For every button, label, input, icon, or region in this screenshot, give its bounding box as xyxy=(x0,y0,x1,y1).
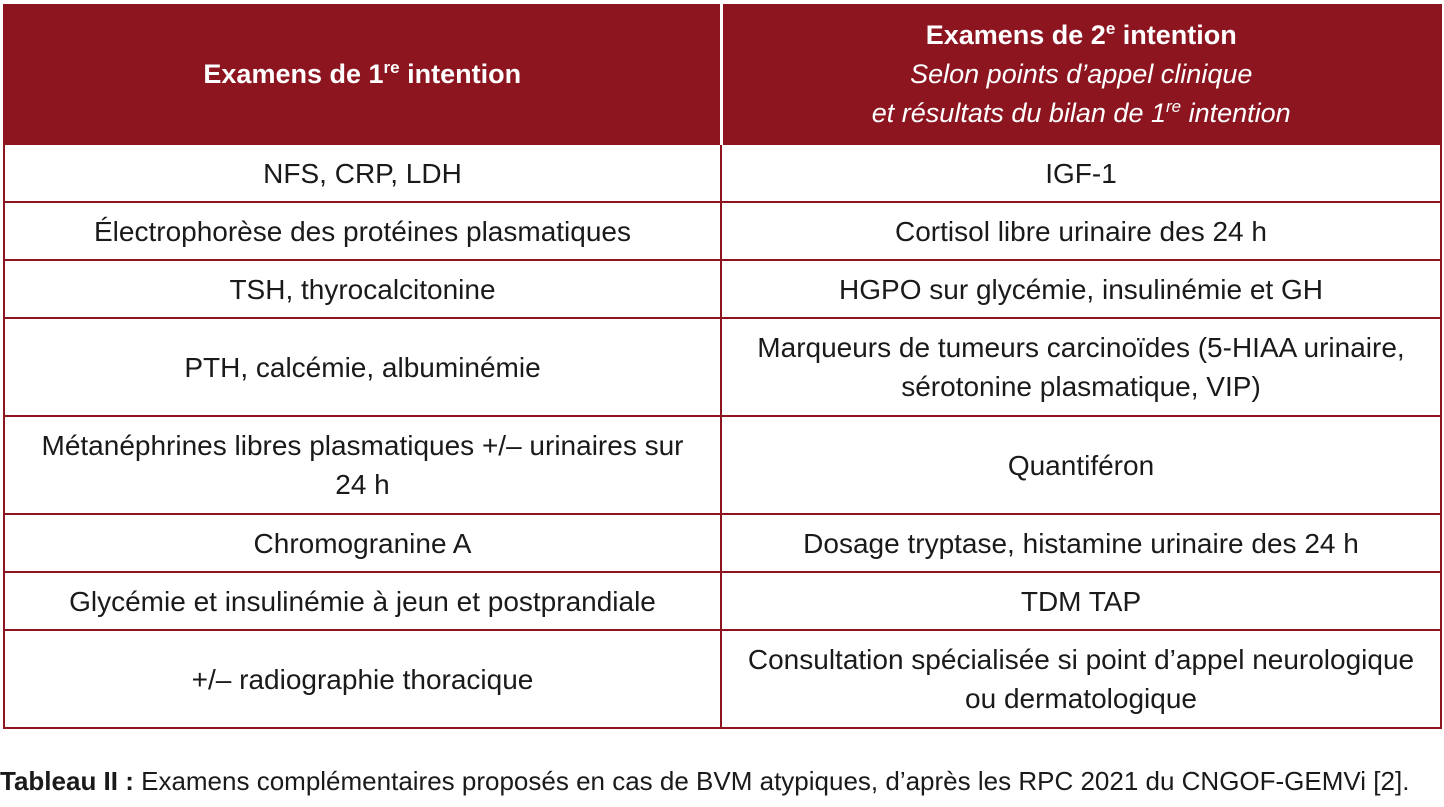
table-row xyxy=(4,514,1441,572)
table-row xyxy=(4,144,1441,202)
first-line-cell: Électrophorèse des protéines plasmatiques xyxy=(4,202,721,260)
table-row xyxy=(4,260,1441,318)
second-line-cell: Consultation spécialisée si point d’appel neurologique ou dermatologique xyxy=(721,630,1441,728)
exam-table xyxy=(3,4,1442,729)
second-line-cell: TDM TAP xyxy=(721,572,1441,630)
table-row xyxy=(4,572,1441,630)
header-second-line-subtitle-1: Selon points d’appel clinique xyxy=(910,59,1253,89)
first-line-cell: +/– radiographie thoracique xyxy=(4,630,721,728)
header-second-line-title: Examens de 2e intention xyxy=(925,19,1237,50)
first-line-cell: Chromogranine A xyxy=(4,514,721,572)
second-line-cell: Dosage tryptase, histamine urinaire des 24 h xyxy=(721,514,1441,572)
first-line-cell: TSH, thyrocalcitonine xyxy=(4,260,721,318)
second-line-cell: HGPO sur glycémie, insulinémie et GH xyxy=(721,260,1441,318)
second-line-cell: Quantiféron xyxy=(721,416,1441,514)
first-line-cell: NFS, CRP, LDH xyxy=(4,144,721,202)
header-second-line-subtitle-2: et résultats du bilan de 1re intention xyxy=(871,97,1291,128)
first-line-cell: Glycémie et insulinémie à jeun et postprandiale xyxy=(4,572,721,630)
table-row xyxy=(4,630,1441,728)
table-caption xyxy=(0,764,1444,798)
second-line-cell: IGF-1 xyxy=(721,144,1441,202)
header-second-line-exams xyxy=(721,5,1441,144)
second-line-cell: Cortisol libre urinaire des 24 h xyxy=(721,202,1441,260)
table-row xyxy=(4,318,1441,416)
first-line-cell: PTH, calcémie, albuminémie xyxy=(4,318,721,416)
table-row xyxy=(4,416,1441,514)
table-row xyxy=(4,202,1441,260)
table-header-row xyxy=(4,5,1441,144)
second-line-cell: Marqueurs de tumeurs carcinoïdes (5-HIAA urinaire, sérotonine plasmatique, VIP) xyxy=(721,318,1441,416)
first-line-cell: Métanéphrines libres plasmatiques +/– urinaires sur 24 h xyxy=(4,416,721,514)
header-first-line-title: Examens de 1re intention xyxy=(203,58,522,89)
caption-text: Examens complémentaires proposés en cas de BVM atypiques, d’après les RPC 2021 du CNGOF-GEMVi [2]. xyxy=(133,766,1410,796)
caption-label: Tableau II : xyxy=(0,766,134,796)
header-first-line-exams xyxy=(4,5,721,144)
